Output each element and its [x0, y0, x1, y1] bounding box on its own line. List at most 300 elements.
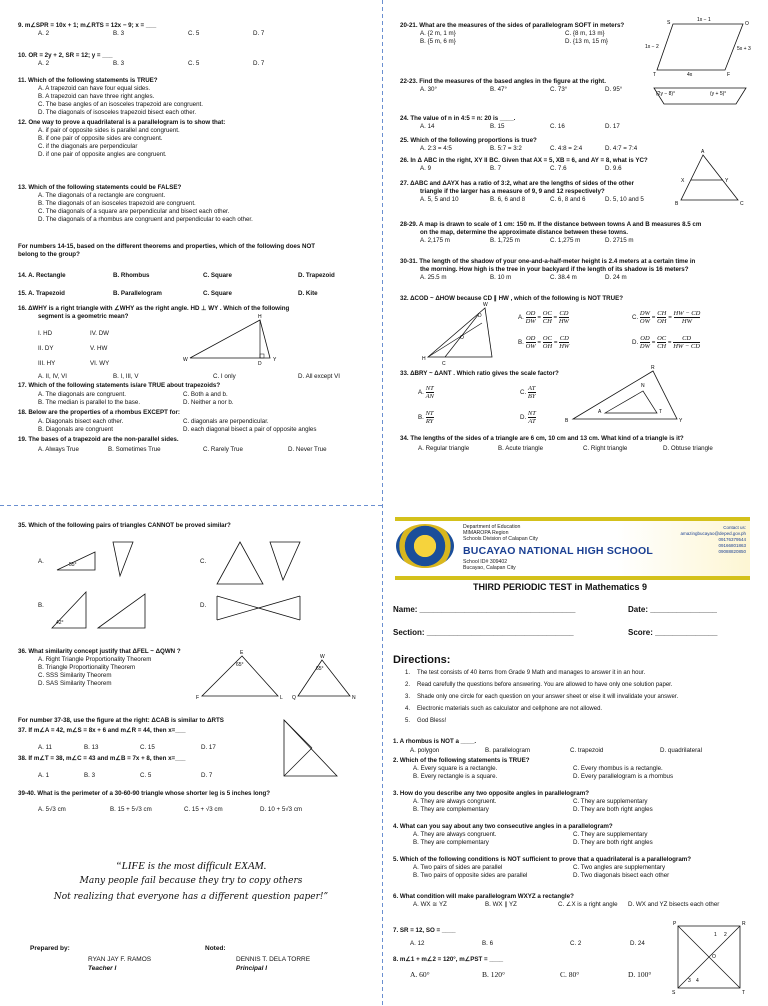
q38-a[interactable]: A. 1 — [38, 772, 50, 779]
q19-c[interactable]: C. Rarely True — [203, 446, 243, 453]
direction-item: 2. Read carefully the questions before answering. You are allowed to have only one solution paper. — [405, 682, 673, 688]
svg-text:R: R — [742, 921, 746, 927]
q24-option[interactable]: B. 15 — [490, 123, 505, 130]
q28-option[interactable]: B. 1,725 m — [490, 237, 520, 244]
q5-text: 5. Which of the following conditions is NOT sufficient to prove that a quadrilateral is a parallelogram? — [393, 856, 692, 863]
q14-a[interactable]: 14. A. Rectangle — [18, 272, 66, 279]
q27-text2: triangle if the larger has a measure of 9, 9 and 12 respectively? — [420, 188, 605, 195]
q14-15-intro-line1: For numbers 14-15, based on the different theorems and properties, which of the following does NOT — [18, 243, 316, 250]
svg-text:A: A — [701, 149, 705, 155]
q22-trapezoid-figure — [648, 86, 753, 106]
svg-text:42°: 42° — [56, 620, 64, 626]
contact-email[interactable]: amazingbucayao@deped.gov.ph — [680, 531, 746, 536]
q15-b[interactable]: B. Parallelogram — [113, 290, 162, 297]
svg-text:H: H — [258, 314, 262, 320]
q4-option[interactable]: A. They are always congruent. — [413, 831, 497, 838]
q39-text: 39-40. What is the perimeter of a 30-60-90 triangle whose shorter leg is 5 inches long? — [18, 790, 271, 797]
school-address: Bucayao, Calapan City — [463, 565, 516, 571]
q27-text: 27. ΔABC and ΔAYX has a ratio of 3:2, what are the lengths of sides of the other — [400, 180, 634, 187]
q3-option[interactable]: B. They are complementary — [413, 806, 489, 813]
q8-b[interactable]: B. 120° — [482, 970, 506, 979]
q12-option[interactable]: D. if one pair of opposite angles are congruent. — [38, 151, 167, 158]
q15-c[interactable]: C. Square — [203, 290, 232, 297]
q19-d[interactable]: D. Never True — [288, 446, 327, 453]
q3-option[interactable]: C. They are supplementary — [573, 798, 648, 805]
svg-text:Y: Y — [273, 357, 277, 363]
q24-text: 24. The value of n in 4:5 = n: 20 is ____. — [400, 115, 516, 122]
q16-item: I. HD — [38, 330, 53, 337]
q39-d[interactable]: D. 10 + 5√3 cm — [260, 806, 303, 813]
q32-d[interactable]: D. $\frac{OD}{DW}$ = $\frac{OC}{CH}$ = $\frac{CD}{HW - CD}$ — [632, 335, 700, 350]
q6-option[interactable]: C. ∠X is a right angle — [558, 901, 618, 908]
q12-option[interactable]: B. if one pair of opposite sides are congruent. — [38, 135, 163, 142]
q25 — [400, 137, 537, 145]
q28 — [400, 221, 701, 237]
q32-c[interactable]: C. $\frac{DW}{OW}$ = $\frac{CH}{OH}$ = $\frac{HW - CD}{HW}$ — [632, 310, 701, 325]
q13-option[interactable]: D. The diagonals of a rhombus are congruent and perpendicular to each other. — [38, 216, 253, 223]
q6-option[interactable]: A. WX ≅ YZ — [413, 901, 447, 908]
q25-option[interactable]: D. 4:7 = 7:4 — [605, 145, 638, 152]
q16-c[interactable]: C. I only — [213, 373, 236, 380]
q38-c[interactable]: C. 5 — [140, 772, 152, 779]
svg-text:D: D — [478, 313, 482, 319]
q5-option[interactable]: A. Two pairs of sides are parallel — [413, 864, 503, 871]
q37-c[interactable]: C. 15 — [140, 744, 155, 751]
q9 — [18, 22, 156, 30]
q33-a[interactable]: A. $\frac{NT}{AN}$ — [418, 385, 434, 400]
q4-option[interactable]: B. They are complementary — [413, 839, 489, 846]
q17-d[interactable]: D. Neither a nor b. — [183, 399, 234, 406]
q37-intro — [18, 717, 224, 725]
q20-option[interactable]: C. {8 m, 13 m} — [565, 30, 605, 37]
q35-text: 35. Which of the following pairs of triangles CANNOT be proved similar? — [18, 522, 231, 529]
q27-option[interactable]: D. 5, 10 and 5 — [605, 196, 644, 203]
q33-text: 33. ΔBRY ~ ΔANT . Which ratio gives the scale factor? — [400, 370, 559, 377]
q5 — [393, 856, 691, 864]
svg-text:55°: 55° — [69, 562, 77, 568]
svg-text:O: O — [712, 954, 716, 960]
q4-option[interactable]: C. They are supplementary — [573, 831, 648, 838]
q20 — [400, 22, 624, 30]
q35-b[interactable]: B. — [38, 602, 44, 609]
q33-d[interactable]: D. $\frac{NT}{AT}$ — [520, 410, 536, 425]
q39-c[interactable]: C. 15 + √3 cm — [184, 806, 223, 813]
q30-option[interactable]: A. 25.5 m — [420, 274, 447, 281]
svg-text:(y + 5)°: (y + 5)° — [710, 91, 727, 97]
q37-b[interactable]: B. 13 — [84, 744, 99, 751]
q3 — [393, 790, 589, 798]
header-region: MIMAROPA Region — [463, 530, 509, 536]
q8-text: 8. m∠1 + m∠2 = 120°, m∠PST = ____ — [393, 956, 504, 963]
svg-text:E: E — [240, 650, 244, 656]
contact-phone: 09166801863 — [718, 543, 746, 548]
q7-d[interactable]: D. 24 — [630, 940, 645, 947]
q18-a[interactable]: A. Diagonals bisect each other. — [38, 418, 124, 425]
q9-option[interactable]: B. 3 — [113, 30, 125, 37]
q13-text: 13. Which of the following statements could be FALSE? — [18, 184, 182, 191]
q16-a[interactable]: A. II, IV, VI — [38, 373, 68, 380]
prepared-by-name: RYAN JAY F. RAMOS — [88, 956, 152, 963]
q25-option[interactable]: B. 5:7 = 3:2 — [490, 145, 522, 152]
q13-option[interactable]: A. The diagonals of a rectangle are congruent. — [38, 192, 166, 199]
q12 — [18, 119, 225, 127]
svg-text:X: X — [681, 178, 685, 184]
q17-b[interactable]: B. The median is parallel to the base. — [38, 399, 141, 406]
q16-text2: segment is a geometric mean? — [38, 313, 129, 320]
q10-option[interactable]: D. 7 — [253, 60, 265, 67]
q14 — [18, 272, 335, 279]
q11 — [18, 77, 158, 85]
noted-name: DENNIS T. DELA TORRE — [236, 956, 311, 963]
q4 — [393, 823, 613, 831]
q26-text: 26. In Δ ABC in the right, XY II BC. Given that AX = 5, XB = 6, and AY = 8, what is YC? — [400, 157, 648, 164]
name-field[interactable]: Name: ___________________________________ — [393, 605, 576, 614]
q14-15-intro-line2: belong to the group? — [18, 251, 80, 258]
svg-text:S: S — [672, 990, 676, 996]
q20-option[interactable]: B. {5 m, 6 m} — [420, 38, 456, 45]
q26-option[interactable]: A. 9 — [420, 165, 432, 172]
q12-text: 12. One way to prove a quadrilateral is a parallelogram is to show that: — [18, 119, 226, 126]
q9-option[interactable]: A. 2 — [38, 30, 50, 37]
deped-seal-logo — [396, 524, 454, 568]
contact-label: Contact us: — [723, 525, 746, 530]
svg-text:C: C — [740, 201, 744, 207]
q26-option[interactable]: D. 9.6 — [605, 165, 622, 172]
q34-text: 34. The lengths of the sides of a triangle are 6 cm, 10 cm and 13 cm. What kind of a triangle is it? — [400, 435, 684, 442]
svg-text:65°: 65° — [236, 662, 244, 668]
q15 — [18, 290, 318, 297]
q25-option[interactable]: A. 2:3 = 4:5 — [420, 145, 452, 152]
q6-option[interactable]: D. WX and YZ bisects each other — [628, 901, 720, 908]
svg-text:T: T — [653, 72, 657, 78]
svg-text:F: F — [196, 695, 200, 701]
q30-option[interactable]: B. 10 m — [490, 274, 512, 281]
q9-text: 9. m∠SPR = 10x + 1; m∠RTS = 12x − 9; x = ___ — [18, 22, 157, 29]
svg-text:W: W — [320, 654, 325, 660]
q11-text: 11. Which of the following statements is TRUE? — [18, 77, 158, 84]
q32-b[interactable]: B. $\frac{OD}{OW}$ = $\frac{OC}{OH}$ = $\frac{CD}{HW}$ — [518, 335, 570, 350]
q24-option[interactable]: C. 16 — [550, 123, 565, 130]
q11-option[interactable]: B. A trapezoid can have three right angles. — [38, 93, 155, 100]
q17-c[interactable]: C. Both a and b. — [183, 391, 228, 398]
school-id: School ID# 309402 — [463, 559, 508, 565]
svg-text:P: P — [673, 921, 677, 927]
q27-option[interactable]: C. 6, 8 and 6 — [550, 196, 586, 203]
q1-text: 1. A rhombus is NOT a ____. — [393, 738, 477, 745]
q36 — [18, 648, 181, 688]
q37-intro-text: For number 37-38, use the figure at the right: ΔCAB is similar to ΔRTS — [18, 717, 224, 724]
svg-text:Q: Q — [292, 695, 296, 701]
q8-a[interactable]: A. 60° — [410, 970, 430, 979]
q7-b[interactable]: B. 6 — [482, 940, 494, 947]
q22-option[interactable]: B. 47° — [490, 86, 507, 93]
svg-text:4x: 4x — [687, 72, 693, 78]
q7-c[interactable]: C. 2 — [570, 940, 582, 947]
q34-options — [418, 445, 713, 452]
q39 — [18, 790, 270, 798]
q19-b[interactable]: B. Sometimes True — [108, 446, 161, 453]
svg-text:Y: Y — [679, 418, 683, 424]
q13-option[interactable]: C. The diagonals of a square are perpendicular and bisect each other. — [38, 208, 230, 215]
q13 — [18, 184, 181, 192]
q30-option[interactable]: D. 24 m — [605, 274, 627, 281]
school-name: BUCAYAO NATIONAL HIGH SCHOOL — [463, 545, 653, 557]
q26 — [400, 157, 648, 165]
prepared-by-role: Teacher I — [88, 965, 117, 972]
q28-option[interactable]: D. 2715 m — [605, 237, 634, 244]
q35-figure-a — [55, 540, 155, 580]
q33-b[interactable]: B. $\frac{NT}{RY}$ — [418, 410, 434, 425]
q1-c[interactable]: C. trapezoid — [570, 747, 604, 754]
svg-text:B: B — [565, 418, 569, 424]
svg-text:(2y − 8)°: (2y − 8)° — [656, 91, 676, 97]
q35-a[interactable]: A. — [38, 558, 44, 565]
q18-text: 18. Below are the properties of a rhombus EXCEPT for: — [18, 409, 180, 416]
q27 — [400, 180, 634, 196]
q10-text: 10. OR = 2y + 2, SR = 12; y = ___ — [18, 52, 113, 59]
q28-option[interactable]: A. 2,175 m — [420, 237, 450, 244]
q18-options — [38, 418, 269, 425]
q22-option[interactable]: C. 73° — [550, 86, 568, 93]
svg-text:A: A — [598, 409, 602, 415]
q30-option[interactable]: C. 38.4 m — [550, 274, 577, 281]
q18-b[interactable]: B. Diagonals are congruent — [38, 426, 113, 433]
q16-item: II. DY — [38, 345, 54, 352]
q22-option[interactable]: D. 95° — [605, 86, 623, 93]
q22-option[interactable]: A. 30° — [420, 86, 437, 93]
q17-text: 17. Which of the following statements is/are TRUE about trapezoids? — [18, 382, 221, 389]
q11-option[interactable]: A. A trapezoid can have four equal sides. — [38, 85, 151, 92]
q1 — [393, 738, 476, 746]
q22-text: 22-23. Find the measures of the based angles in the figure at the right. — [400, 78, 606, 85]
svg-text:W: W — [183, 357, 188, 363]
q2-option[interactable]: C. Every rhombus is a rectangle. — [573, 765, 663, 772]
page-divider-vertical — [382, 0, 383, 1006]
q37-d[interactable]: D. 17 — [201, 744, 216, 751]
svg-text:S: S — [667, 20, 671, 26]
q32-triangle-figure — [420, 302, 505, 367]
date-field[interactable]: Date: _______________ — [628, 605, 717, 614]
q6-text: 6. What condition will make parallelogram WXYZ a rectangle? — [393, 893, 574, 900]
svg-text:4: 4 — [696, 978, 699, 984]
q38-d[interactable]: D. 7 — [201, 772, 213, 779]
svg-text:1: 1 — [714, 932, 717, 938]
q2-option[interactable]: A. Every square is a rectangle. — [413, 765, 498, 772]
q16-triangle-figure — [183, 314, 295, 367]
school-header — [395, 517, 750, 580]
svg-text:D: D — [258, 361, 262, 367]
q6-option[interactable]: B. WX ∥ YZ — [485, 901, 517, 908]
q7 — [393, 927, 456, 935]
q35-d[interactable]: D. — [200, 602, 207, 609]
q13-option[interactable]: B. The diagonals of an isosceles trapezoid are congruent. — [38, 200, 196, 207]
q19-a[interactable]: A. Always True — [38, 446, 79, 453]
q20-parallelogram-figure — [645, 17, 755, 80]
svg-text:T: T — [659, 409, 663, 415]
q8-d[interactable]: D. 100° — [628, 970, 652, 979]
q28-option[interactable]: C. 1,275 m — [550, 237, 581, 244]
q10-option[interactable]: A. 2 — [38, 60, 50, 67]
svg-text:F: F — [727, 72, 731, 78]
q17-options — [38, 391, 228, 398]
direction-item: 1. The test consists of 40 items from Grade 9 Math and manages to answer it in an hour. — [405, 670, 646, 676]
q14-b[interactable]: B. Rhombus — [113, 272, 150, 279]
header-dept: Department of Education — [463, 524, 521, 530]
q37-a[interactable]: A. 11 — [38, 744, 52, 751]
q19-options — [38, 446, 327, 453]
score-field[interactable]: Score: ______________ — [628, 628, 718, 637]
q39-options — [38, 806, 303, 813]
q34-d[interactable]: D. Obtuse triangle — [663, 445, 713, 452]
q34-b[interactable]: B. Acute triangle — [498, 445, 544, 452]
q27-option[interactable]: A. 5, 5 and 10 — [420, 196, 459, 203]
q38-options — [38, 772, 213, 779]
direction-item: 4. Electronic materials such as calculator and cellphone are not allowed. — [405, 706, 603, 712]
q24-option[interactable]: D. 17 — [605, 123, 620, 130]
q16-options — [38, 373, 340, 380]
q39-b[interactable]: B. 15 + 5√3 cm — [110, 806, 152, 813]
q17 — [18, 382, 220, 390]
q20-text: 20-21. What are the measures of the sides of parallelogram SOFT in meters? — [400, 22, 625, 29]
q1-options — [410, 747, 702, 754]
q6 — [393, 893, 574, 901]
q27-option[interactable]: B. 6, 6 and 8 — [490, 196, 526, 203]
svg-text:T: T — [742, 990, 746, 996]
q36-c[interactable]: C. SSS Similarity Theorem — [38, 672, 112, 679]
q11-option[interactable]: C. The base angles of an isosceles trapezoid are congruent. — [38, 101, 203, 108]
q24-option[interactable]: A. 14 — [420, 123, 435, 130]
svg-text:W: W — [483, 302, 488, 308]
q2-option[interactable]: D. Every parallelogram is a rhombus — [573, 773, 674, 780]
contact-phone: 09176379544 — [718, 537, 746, 542]
q17-a[interactable]: A. The diagonals are congruent. — [38, 391, 126, 398]
q37-text: 37. If m∠A = 42, m∠S = 8x + 6 and m∠R = 44, then x=___ — [18, 727, 186, 734]
q25-text: 25. Which of the following proportions is true? — [400, 137, 537, 144]
noted-label: Noted: — [205, 945, 226, 952]
q5-option[interactable]: D. Two diagonals bisect each other — [573, 872, 670, 879]
direction-item: 5. God Bless! — [405, 718, 447, 724]
q1-a[interactable]: A. polygon — [410, 747, 440, 754]
q36-d[interactable]: D. SAS Similarity Theorem — [38, 680, 112, 687]
q35-figure-b — [50, 590, 160, 632]
q1-d[interactable]: D. quadrilateral — [660, 747, 702, 754]
noted-role: Principal I — [236, 965, 268, 972]
q14-d[interactable]: D. Trapezoid — [298, 272, 335, 279]
section-field[interactable]: Section: _________________________________ — [393, 628, 574, 637]
svg-text:Y: Y — [725, 178, 729, 184]
q12-option[interactable]: C. if the diagonals are perpendicular — [38, 143, 138, 150]
q24 — [400, 115, 515, 123]
q7-a[interactable]: A. 12 — [410, 940, 425, 947]
q33-c[interactable]: C. $\frac{AT}{BY}$ — [520, 385, 536, 400]
q30-text: 30-31. The length of the shadow of your one-and-a-half-meter height is 2.4 meters at a certain time in — [400, 258, 696, 265]
q22 — [400, 78, 606, 86]
q8-c[interactable]: C. 80° — [560, 970, 580, 979]
q36-b[interactable]: B. Triangle Proportionality Theorem — [38, 664, 136, 671]
svg-text:O: O — [745, 21, 749, 27]
q7-options — [410, 940, 645, 947]
q3-option[interactable]: D. They are both right angles — [573, 806, 653, 813]
q16-d[interactable]: D. All except VI — [298, 373, 340, 380]
q20-option[interactable]: D. {13 m, 15 m} — [565, 38, 608, 45]
q39-a[interactable]: A. 5√3 cm — [38, 806, 66, 813]
q20-option[interactable]: A. {2 m, 1 m} — [420, 30, 456, 37]
q5-option[interactable]: B. Two pairs of opposite sides are parallel — [413, 872, 528, 879]
q34-c[interactable]: C. Right triangle — [583, 445, 628, 452]
q12-option[interactable]: A. if pair of opposite sides is parallel and congruent. — [38, 127, 180, 134]
q15-d[interactable]: D. Kite — [298, 290, 318, 297]
q18-d[interactable]: D. each diagonal bisect a pair of opposite angles — [183, 426, 317, 433]
q15-a[interactable]: 15. A. Trapezoid — [18, 290, 65, 297]
q4-text: 4. What can you say about any two consecutive angles in a parallelogram? — [393, 823, 613, 830]
q18-c[interactable]: C. diagonals are perpendicular. — [183, 418, 269, 425]
q30 — [400, 258, 695, 274]
q2-text: 2. Which of the following statements is TRUE? — [393, 757, 530, 764]
q34 — [400, 435, 684, 443]
q10-option[interactable]: B. 3 — [113, 60, 125, 67]
svg-text:O: O — [460, 335, 464, 341]
q2-option[interactable]: B. Every rectangle is a square. — [413, 773, 498, 780]
q2 — [393, 757, 529, 765]
q28-text: 28-29. A map is drawn to scale of 1 cm: 150 m. If the distance between towns A and B measures 8.5 cm — [400, 221, 702, 228]
q37 — [18, 727, 186, 735]
q5-option[interactable]: C. Two angles are supplementary — [573, 864, 666, 871]
q32-a[interactable]: A. $\frac{OD}{DW}$ = $\frac{OC}{CH}$ = $\frac{CD}{HW}$ — [518, 310, 569, 325]
q8-options — [410, 970, 652, 979]
svg-text:2: 2 — [724, 932, 727, 938]
q7-text: 7. SR = 12, SO = ____ — [393, 927, 456, 934]
q14-c[interactable]: C. Square — [203, 272, 232, 279]
q3-option[interactable]: A. They are always congruent. — [413, 798, 497, 805]
q33 — [400, 370, 559, 378]
q9-option[interactable]: C. 5 — [188, 30, 200, 37]
q4-option[interactable]: D. They are both right angles — [573, 839, 653, 846]
q11-option[interactable]: D. The diagonals of isosceles trapezoid bisect each other. — [38, 109, 197, 116]
q9-option[interactable]: D. 7 — [253, 30, 265, 37]
q36-a[interactable]: A. Right Triangle Proportionality Theorem — [38, 656, 152, 663]
svg-text:L: L — [280, 695, 283, 701]
q38-b[interactable]: B. 3 — [84, 772, 96, 779]
q36-text: 36. What similarity concept justify that ΔFEL ~ ΔQWN ? — [18, 648, 181, 655]
directions-heading: Directions: — [393, 654, 451, 666]
direction-item: 3. Shade only one circle for each question on your answer sheet or else it will invalidate your answer. — [405, 694, 679, 700]
q16-item: V. HW — [90, 345, 108, 352]
svg-text:B: B — [675, 201, 679, 207]
contact-block — [680, 525, 746, 555]
q30-text2: the morning. How high is the tree in your backyard if the length of its shadow is 16 meters? — [420, 266, 689, 273]
q10 — [18, 52, 113, 60]
svg-text:R: R — [651, 365, 655, 371]
q19-text: 19. The bases of a trapezoid are the non-parallel sides. — [18, 436, 179, 443]
svg-text:H: H — [422, 356, 426, 362]
q14-15-intro — [18, 243, 315, 259]
q34-a[interactable]: A. Regular triangle — [418, 445, 470, 452]
q26-option[interactable]: B. 7 — [490, 165, 502, 172]
q37-options — [38, 744, 216, 751]
q37-triangles-figure — [282, 718, 352, 780]
svg-text:N: N — [641, 383, 645, 389]
quote-line2: Many people fail because they try to copy others — [79, 876, 303, 886]
prepared-by-label: Prepared by: — [30, 945, 70, 952]
q16-b[interactable]: B. I, III, V — [113, 373, 139, 380]
svg-text:C: C — [442, 361, 446, 367]
q1-b[interactable]: B. parallelogram — [485, 747, 531, 754]
q10-option[interactable]: C. 5 — [188, 60, 200, 67]
q25-option[interactable]: C. 4:8 = 2:4 — [550, 145, 583, 152]
q16-item: III. HY — [38, 360, 56, 367]
q26-option[interactable]: C. 7.6 — [550, 165, 567, 172]
q35-c[interactable]: C. — [200, 558, 207, 565]
